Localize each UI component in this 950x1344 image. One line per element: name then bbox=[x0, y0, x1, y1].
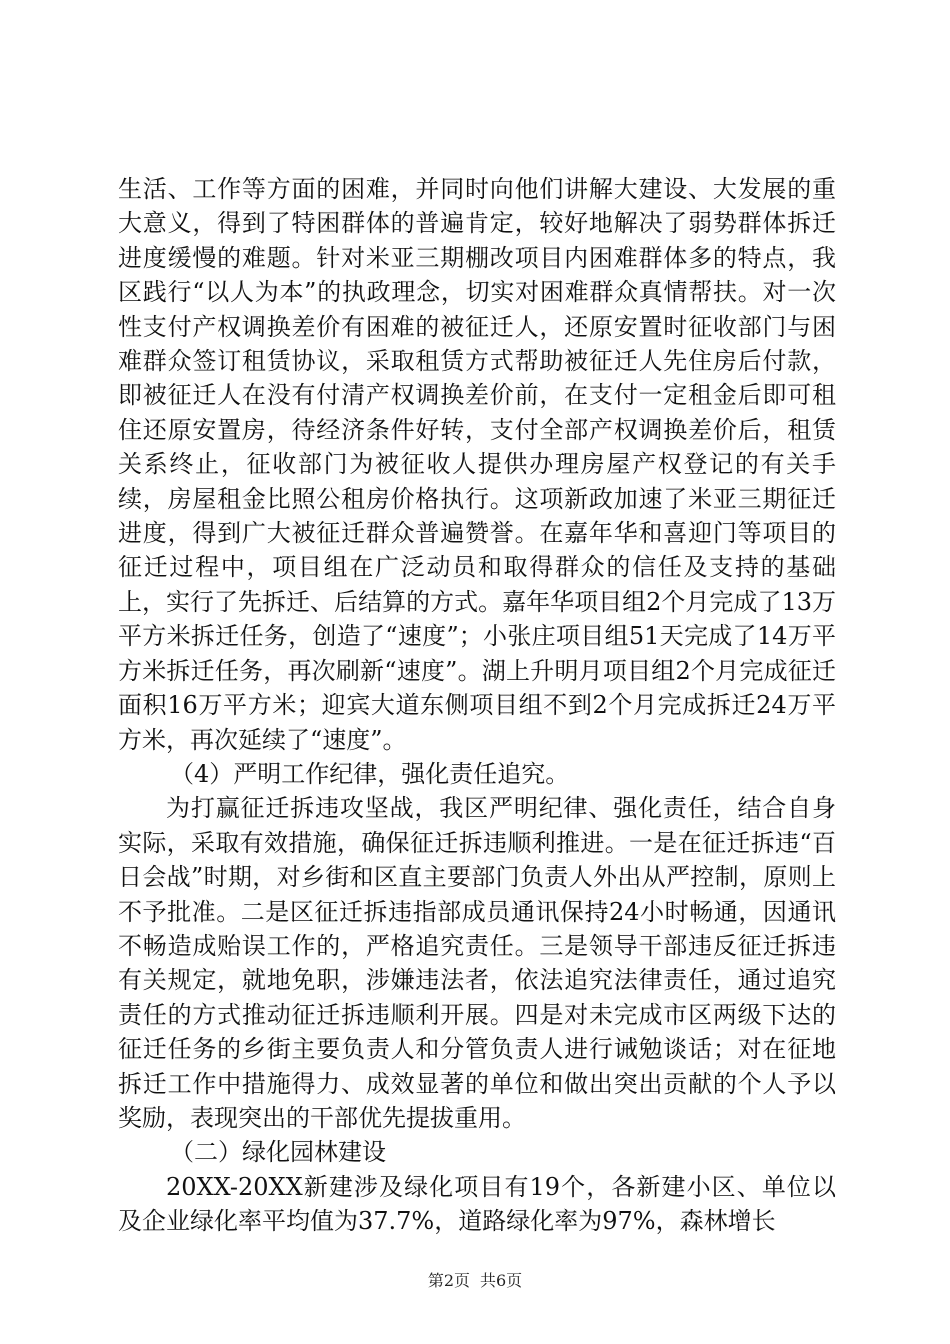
document-body bbox=[118, 172, 836, 1239]
page-footer bbox=[0, 1271, 950, 1291]
section-heading-greening: （二）绿化园林建设 bbox=[170, 1138, 386, 1167]
page-total: 共6页 bbox=[480, 1271, 523, 1290]
paragraph-discipline: 为打赢征迁拆违攻坚战，我区严明纪律、强化责任，结合自身实际，采取有效措施，确保征迁拆违顺利推进。一是在征迁拆违“百日会战”时期，对乡街和区直主要部门负责人外出从严控制，原则上不予批准。二是区征迁拆违指部成员通讯保持24小时畅通，因通讯不畅造成贻误工作的，严格追究责任。三是领导干部违反征迁拆违有关规定，就地免职，涉嫌违法者，依法追究法律责任，通过追究责任的方式推动征迁拆违顺利开展。四是对未完成市区两级下达的征迁任务的乡街主要负责人和分管负责人进行诫勉谈话；对在征地拆迁工作中措施得力、成效显著的单位和做出突出贡献的个人予以奖励，表现突出的干部优先提拔重用。 bbox=[118, 794, 836, 1132]
paragraph-greening: 20XX-20XX新建涉及绿化项目有19个，各新建小区、单位以及企业绿化率平均值为37.7%，道路绿化率为97%，森林增长 bbox=[118, 1172, 836, 1236]
page-number: 第2页 bbox=[427, 1271, 470, 1290]
section-heading-discipline: （4）严明工作纪律，强化责任追究。 bbox=[170, 759, 570, 788]
paragraph-continuation: 生活、工作等方面的困难，并同时向他们讲解大建设、大发展的重大意义，得到了特困群体的普遍肯定，较好地解决了弱势群体拆迁进度缓慢的难题。针对米亚三期棚改项目内困难群体多的特点，我区践行“以人为本”的执政理念，切实对困难群众真情帮扶。对一次性支付产权调换差价有困难的被征迁人，还原安置时征收部门与困难群众签订租赁协议，采取租赁方式帮助被征迁人先住房后付款，即被征迁人在没有付清产权调换差价前，在支付一定租金后即可租住还原安置房，待经济条件好转，支付全部产权调换差价后，租赁关系终止，征收部门为被征收人提供办理房屋产权登记的有关手续，房屋租金比照公租房价格执行。这项新政加速了米亚三期征迁进度，得到广大被征迁群众普遍赞誉。在嘉年华和喜迎门等项目的征迁过程中，项目组在广泛动员和取得群众的信任及支持的基础上，实行了先拆迁、后结算的方式。嘉年华项目组2个月完成了13万平方米拆迁任务，创造了“速度”；小张庄项目组51天完成了14万平方米拆迁任务，再次刷新“速度”。湖上升明月项目组2个月完成征迁面积16万平方米；迎宾大道东侧项目组不到2个月完成拆迁24万平方米，再次延续了“速度”。 bbox=[118, 175, 836, 754]
